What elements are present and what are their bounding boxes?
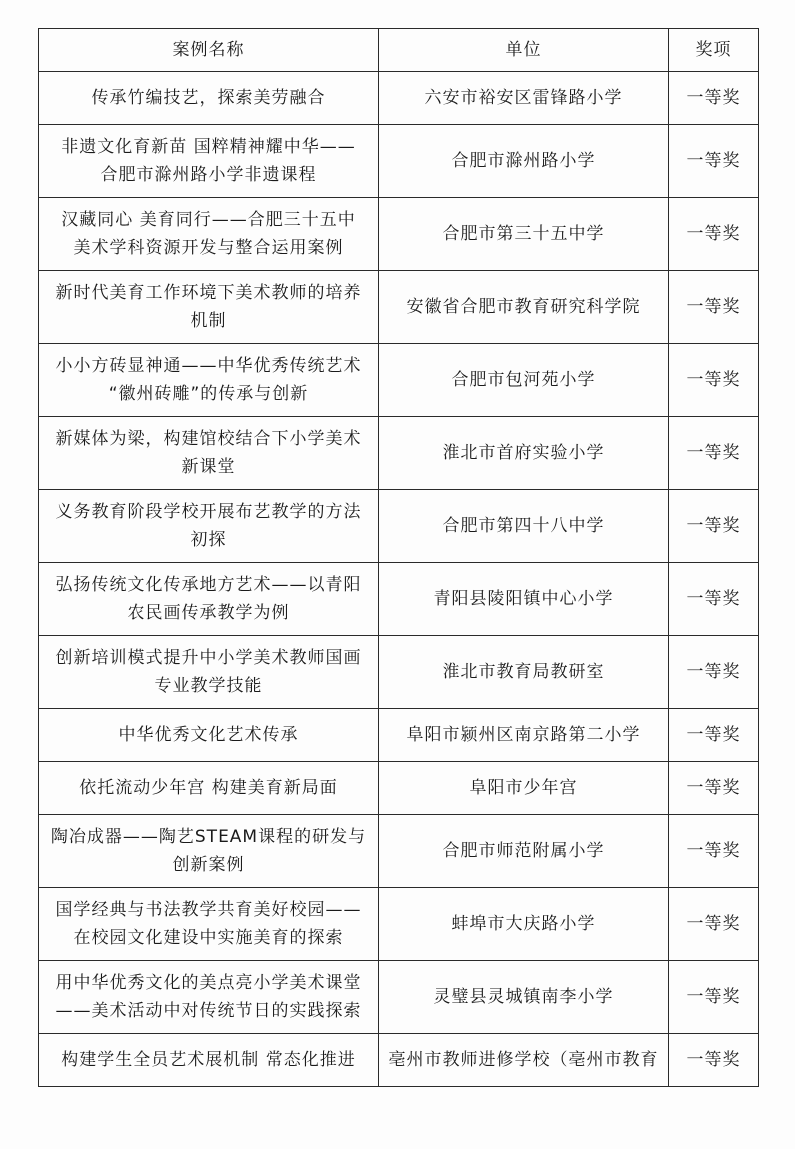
case-name-line: ——美术活动中对传统节日的实践探索 [55, 1001, 362, 1021]
table-row [39, 271, 759, 344]
case-name-line: 农民画传承教学为例 [127, 603, 290, 623]
awards-table [38, 28, 759, 1087]
unit-cell: 合肥市包河苑小学 [379, 344, 669, 417]
unit-cell: 安徽省合肥市教育研究科学院 [379, 271, 669, 344]
table-row [39, 563, 759, 636]
case-name-cell [39, 815, 379, 888]
table-row [39, 815, 759, 888]
unit-cell: 淮北市首府实验小学 [379, 417, 669, 490]
case-name-cell [39, 72, 379, 125]
case-name-cell [39, 1034, 379, 1087]
award-cell: 一等奖 [669, 72, 759, 125]
case-name-cell [39, 563, 379, 636]
case-name-line: 新媒体为梁，构建馆校结合下小学美术 [55, 429, 362, 449]
case-name-cell [39, 961, 379, 1034]
table-row [39, 344, 759, 417]
case-name-line: 传承竹编技艺，探索美劳融合 [91, 88, 326, 108]
case-name-cell [39, 888, 379, 961]
case-name-line: 创新培训模式提升中小学美术教师国画 [55, 648, 362, 668]
award-cell: 一等奖 [669, 636, 759, 709]
case-name-cell [39, 762, 379, 815]
case-name-line: 构建学生全员艺术展机制 常态化推进 [61, 1050, 356, 1070]
award-cell: 一等奖 [669, 1034, 759, 1087]
case-name-line: “徽州砖雕”的传承与创新 [108, 384, 309, 404]
case-name-cell [39, 417, 379, 490]
case-name-cell [39, 636, 379, 709]
case-name-cell [39, 709, 379, 762]
case-name-line: 汉藏同心 美育同行——合肥三十五中 [61, 210, 356, 230]
unit-cell: 合肥市第四十八中学 [379, 490, 669, 563]
award-cell: 一等奖 [669, 961, 759, 1034]
case-name-line: 专业教学技能 [154, 676, 263, 696]
table-row [39, 198, 759, 271]
case-name-line: 用中华优秀文化的美点亮小学美术课堂 [55, 973, 362, 993]
case-name-line: 初探 [190, 530, 227, 550]
case-name-line: 弘扬传统文化传承地方艺术——以青阳 [55, 575, 362, 595]
table-row [39, 762, 759, 815]
table-row [39, 636, 759, 709]
award-cell: 一等奖 [669, 709, 759, 762]
case-name-cell [39, 198, 379, 271]
award-cell: 一等奖 [669, 344, 759, 417]
award-cell: 一等奖 [669, 198, 759, 271]
award-cell: 一等奖 [669, 125, 759, 198]
award-cell: 一等奖 [669, 815, 759, 888]
unit-cell: 阜阳市少年宫 [379, 762, 669, 815]
case-name-line: 创新案例 [172, 855, 245, 875]
unit-cell: 淮北市教育局教研室 [379, 636, 669, 709]
table-row [39, 709, 759, 762]
header-award: 奖项 [669, 29, 759, 72]
table-row [39, 490, 759, 563]
case-name-line: 在校园文化建设中实施美育的探索 [73, 928, 344, 948]
case-name-cell [39, 125, 379, 198]
award-cell: 一等奖 [669, 271, 759, 344]
award-cell: 一等奖 [669, 888, 759, 961]
award-cell: 一等奖 [669, 762, 759, 815]
case-name-line: 陶冶成器——陶艺STEAM课程的研发与 [50, 827, 367, 847]
unit-cell: 合肥市第三十五中学 [379, 198, 669, 271]
table-header-row [39, 29, 759, 72]
table-row [39, 961, 759, 1034]
unit-cell: 六安市裕安区雷锋路小学 [379, 72, 669, 125]
case-name-line: 依托流动少年宫 构建美育新局面 [79, 778, 338, 798]
unit-cell: 合肥市师范附属小学 [379, 815, 669, 888]
unit-cell: 灵璧县灵城镇南李小学 [379, 961, 669, 1034]
case-name-line: 中华优秀文化艺术传承 [118, 725, 299, 745]
case-name-cell [39, 490, 379, 563]
unit-cell: 亳州市教师进修学校（亳州市教育 [379, 1034, 669, 1087]
case-name-line: 小小方砖显神通——中华优秀传统艺术 [55, 356, 362, 376]
unit-cell: 青阳县陵阳镇中心小学 [379, 563, 669, 636]
table-row [39, 888, 759, 961]
case-name-line: 新课堂 [181, 457, 236, 477]
header-unit: 单位 [379, 29, 669, 72]
table-row [39, 417, 759, 490]
table-row [39, 125, 759, 198]
table-body [39, 72, 759, 1087]
case-name-line: 机制 [190, 311, 227, 331]
award-cell: 一等奖 [669, 563, 759, 636]
unit-cell: 阜阳市颍州区南京路第二小学 [379, 709, 669, 762]
award-cell: 一等奖 [669, 417, 759, 490]
header-case-name: 案例名称 [39, 29, 379, 72]
case-name-line: 非遗文化育新苗 国粹精神耀中华—— [61, 137, 356, 157]
case-name-line: 新时代美育工作环境下美术教师的培养 [55, 283, 362, 303]
unit-cell: 蚌埠市大庆路小学 [379, 888, 669, 961]
case-name-line: 国学经典与书法教学共育美好校园—— [55, 900, 362, 920]
unit-cell: 合肥市滁州路小学 [379, 125, 669, 198]
case-name-cell [39, 344, 379, 417]
table-row [39, 72, 759, 125]
case-name-line: 美术学科资源开发与整合运用案例 [73, 238, 344, 258]
case-name-line: 义务教育阶段学校开展布艺教学的方法 [55, 502, 362, 522]
case-name-cell [39, 271, 379, 344]
table-row [39, 1034, 759, 1087]
award-cell: 一等奖 [669, 490, 759, 563]
case-name-line: 合肥市滁州路小学非遗课程 [100, 165, 317, 185]
